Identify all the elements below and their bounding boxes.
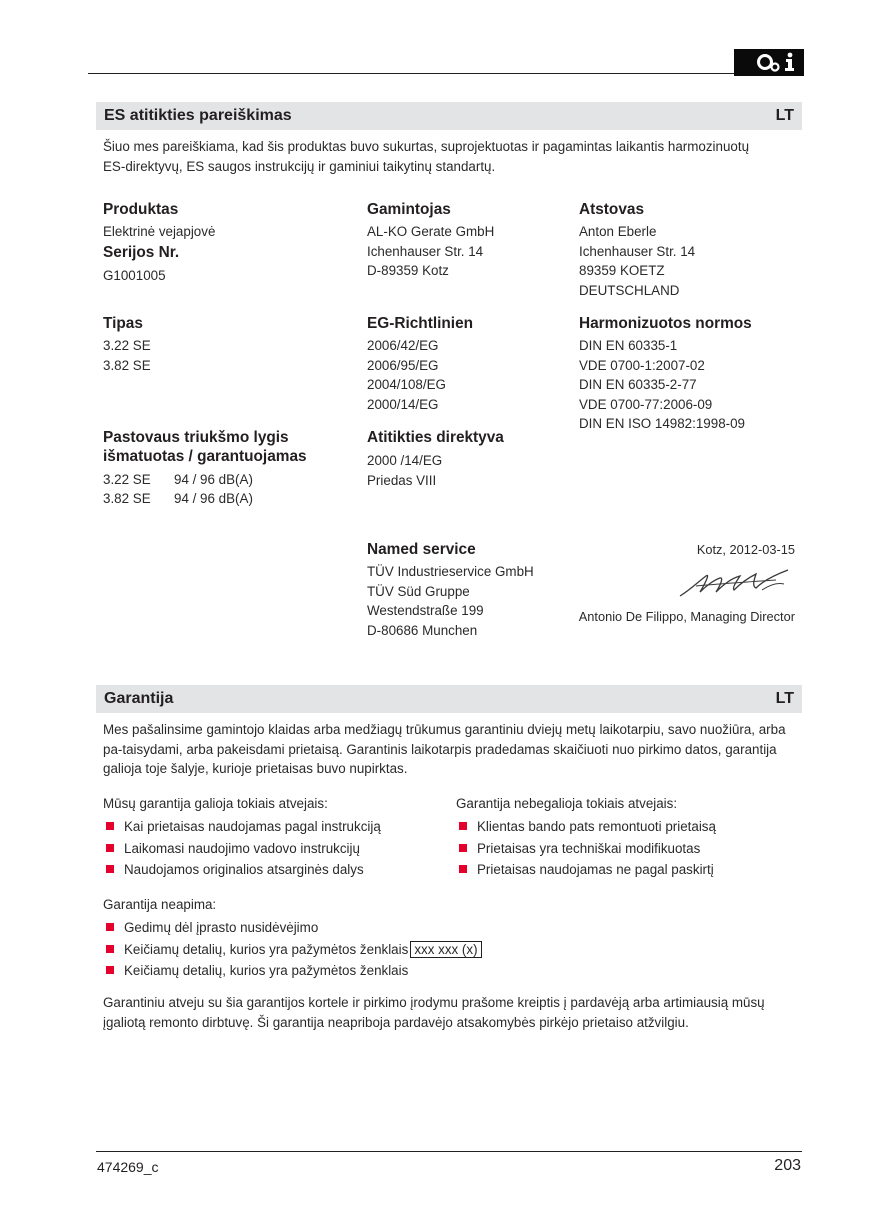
warranty-exclusions-list (103, 917, 482, 982)
warranty-valid-heading: Mūsų garantija galioja tokiais atvejais: (103, 796, 328, 811)
part-code-box: xxx xxx (x) (410, 941, 481, 958)
warranty-exclusions-heading: Garantija neapima: (103, 897, 217, 912)
conformity-heading: Atitikties direktyva (367, 429, 504, 446)
bullet-square-icon (106, 822, 114, 830)
bullet-square-icon (459, 865, 467, 873)
bullet-square-icon (106, 923, 114, 931)
list-item: Keičiamų detalių, kurios yra pažymėtos ženklais (103, 960, 482, 982)
declaration-header-bar (96, 102, 802, 130)
warranty-valid-list (103, 816, 381, 881)
type-list: 3.22 SE 3.82 SE (103, 338, 151, 373)
list-item: Klientas bando pats remontuoti prietaisą (456, 816, 716, 838)
warranty-lang: LT (775, 690, 794, 707)
declaration-title: ES atitikties pareiškimas (104, 107, 292, 124)
list-item: Kai prietaisas naudojamas pagal instrukciją (103, 816, 381, 838)
norms-heading: Harmonizuotos normos (579, 315, 752, 332)
warranty-closing: Garantiniu atveju su šia garantijos kortele ir pirkimo įrodymu prašome kreiptis į pardavėją arba artimiausią mūsų įgaliotą remonto dirbtuvę. Ši garantija neapriboja pardavėjo atsakomybės pirkėjo prietaiso atžvilgiu. (103, 995, 765, 1030)
noise-row-model: 3.22 SE (103, 472, 151, 487)
named-service-address: TÜV Industrieservice GmbH TÜV Süd Gruppe Westendstraße 199 D-80686 Munchen (367, 564, 534, 638)
footer-rule (96, 1151, 802, 1152)
header-rule (88, 73, 802, 74)
warranty-title: Garantija (104, 690, 174, 707)
list-item: Prietaisas yra techniškai modifikuotas (456, 838, 716, 860)
manual-info-badge (734, 49, 804, 76)
directives-heading: EG-Richtlinien (367, 315, 474, 332)
bullet-square-icon (459, 822, 467, 830)
manual-info-icon (734, 49, 804, 76)
signature-image (676, 566, 796, 602)
noise-heading-line2: išmatuotas / garantuojamas (103, 448, 307, 465)
page-number: 203 (774, 1157, 801, 1174)
bullet-square-icon (106, 966, 114, 974)
document-number: 474269_c (97, 1159, 159, 1175)
conformity-list: 2000 /14/EG Priedas VIII (367, 453, 443, 488)
product-heading: Produktas (103, 201, 179, 218)
list-item: Prietaisas naudojamas ne pagal paskirtį (456, 859, 716, 881)
list-item: Keičiamų detalių, kurios yra pažymėtos ženklais xxx xxx (x) (103, 939, 482, 961)
declaration-lang: LT (775, 107, 794, 124)
bullet-square-icon (106, 945, 114, 953)
list-item: Laikomasi naudojimo vadovo instrukcijų (103, 838, 381, 860)
warranty-invalid-list (456, 816, 716, 881)
warranty-header-bar (96, 685, 802, 713)
type-heading: Tipas (103, 315, 143, 332)
signatory-name: Antonio De Filippo, Managing Director (578, 609, 795, 624)
manufacturer-heading: Gamintojas (367, 201, 451, 218)
noise-row-model: 3.82 SE (103, 491, 151, 506)
directives-list: 2006/42/EG 2006/95/EG 2004/108/EG 2000/14/EG (367, 338, 446, 412)
named-service-heading: Named service (367, 541, 476, 558)
representative-address: Anton Eberle Ichenhauser Str. 14 89359 KOETZ DEUTSCHLAND (579, 224, 696, 298)
serial-heading: Serijos Nr. (103, 244, 180, 261)
noise-row-value: 94 / 96 dB(A) (174, 491, 253, 506)
product-value: Elektrinė vejapjovė (103, 224, 216, 239)
bullet-square-icon (459, 844, 467, 852)
norms-list: DIN EN 60335-1 VDE 0700-1:2007-02 DIN EN 60335-2-77 VDE 0700-77:2006-09 DIN EN ISO 14982:1998-09 (579, 338, 745, 432)
bullet-square-icon (106, 865, 114, 873)
serial-value: G1001005 (103, 268, 166, 283)
noise-row-value: 94 / 96 dB(A) (174, 472, 253, 487)
manufacturer-address: AL-KO Gerate GmbH Ichenhauser Str. 14 D-89359 Kotz (367, 224, 495, 279)
place-date: Kotz, 2012-03-15 (696, 542, 795, 557)
declaration-intro: Šiuo mes pareiškiama, kad šis produktas buvo sukurtas, suprojektuotas ir pagamintas laikantis harmozinuotų ES-direktyvų, ES saugos instrukcijų ir gaminiui taikytinų standartų. (103, 139, 750, 174)
noise-heading-line1: Pastovaus triukšmo lygis (103, 429, 289, 446)
warranty-invalid-heading: Garantija nebegalioja tokiais atvejais: (456, 796, 678, 811)
list-item: Naudojamos originalios atsarginės dalys (103, 859, 381, 881)
bullet-square-icon (106, 844, 114, 852)
warranty-intro: Mes pašalinsime gamintojo klaidas arba medžiagų trūkumus garantiniu dviejų metų laikotarpiu, savo nuožiūra, arba pa-taisydami, arba pakeisdami prietaisą. Garantinis laikotarpis pradedamas skaičiuoti nuo pirkimo datos, garantija galioja toje šalyje, kurioje prietaisas buvo nupirktas. (103, 722, 786, 777)
list-item: Gedimų dėl įprasto nusidėvėjimo (103, 917, 482, 939)
representative-heading: Atstovas (579, 201, 645, 218)
